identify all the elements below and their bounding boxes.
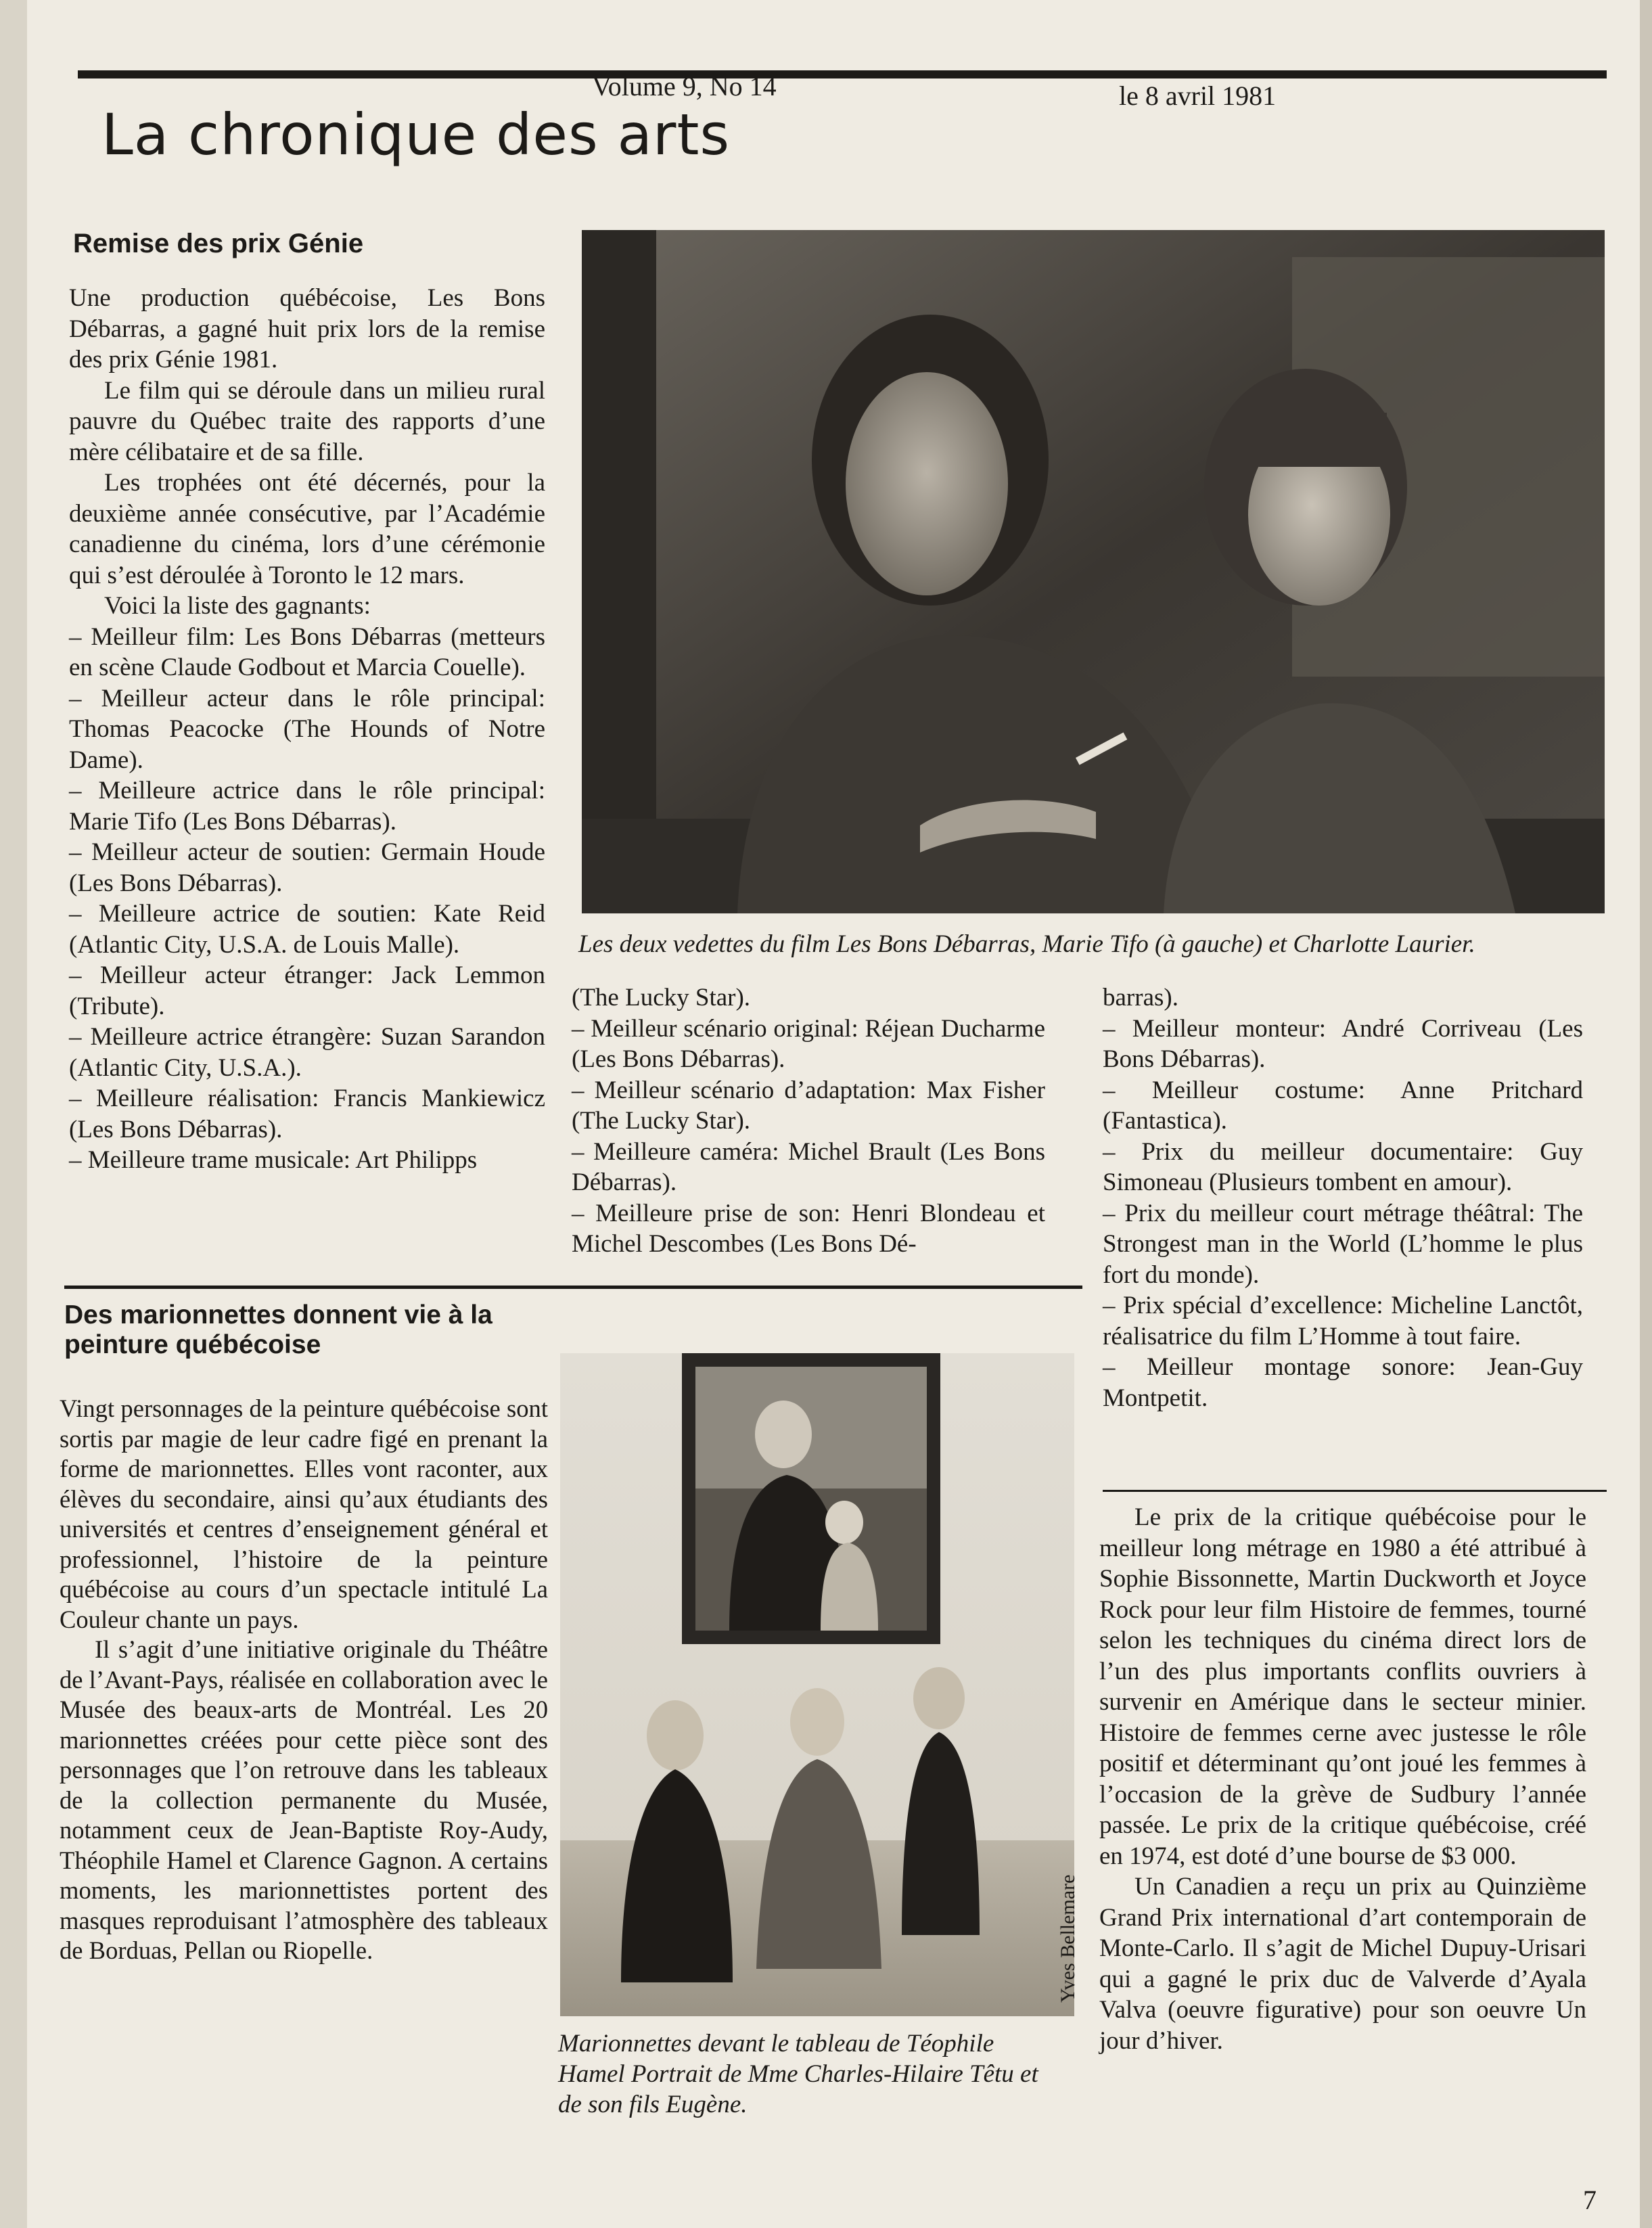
genie-column-1	[69, 283, 545, 1176]
genie-title: Remise des prix Génie	[73, 229, 364, 258]
winner-item: – Meilleure caméra: Michel Brault (Les Bons Débarras).	[572, 1137, 1045, 1196]
winner-item: – Meilleur costume: Anne Pritchard (Fantastica).	[1103, 1076, 1583, 1135]
marionettes-caption: Marionnettes devant le tableau de Téophile Hamel Portrait de Mme Charles-Hilaire Têtu et de son fils Eugène.	[558, 2030, 1038, 2118]
winner-item: – Meilleure trame musicale: Art Philipps	[69, 1146, 478, 1174]
magazine-page	[27, 0, 1652, 2228]
section-rule	[64, 1286, 1082, 1289]
genie-column-2	[572, 982, 1045, 1260]
winner-item: – Meilleure actrice de soutien: Kate Reid (Atlantic City, U.S.A. de Louis Malle).	[69, 900, 545, 959]
film-still-caption: Les deux vedettes du film Les Bons Débarras, Marie Tifo (à gauche) et Charlotte Laurier.	[578, 930, 1475, 958]
winner-item: – Meilleure réalisation: Francis Mankiewicz (Les Bons Débarras).	[69, 1085, 545, 1143]
genie-column-3	[1103, 982, 1583, 1413]
marionnettes-column	[60, 1394, 548, 1966]
genie-paragraph: Voici la liste des gagnants:	[104, 592, 371, 620]
winner-item: – Meilleur montage sonore: Jean-Guy Montpetit.	[1103, 1353, 1583, 1412]
marionettes-photo	[560, 1353, 1074, 2016]
film-still-image	[582, 230, 1605, 913]
critique-rule	[1103, 1490, 1607, 1492]
winner-item: – Prix spécial d’excellence: Micheline Lanctôt, réalisatrice du film L’Homme à tout faire.	[1103, 1292, 1583, 1350]
winner-item: – Meilleur scénario d’adaptation: Max Fisher (The Lucky Star).	[572, 1076, 1045, 1135]
masthead-title: La chronique des arts	[101, 101, 731, 168]
page-number: 7	[1583, 2185, 1597, 2215]
winner-item: – Meilleur monteur: André Corriveau (Les Bons Débarras).	[1103, 1014, 1583, 1073]
marionnettes-paragraph: Il s’agit d’une initiative originale du Théâtre de l’Avant-Pays, réalisée en collaboration avec le Musée des beaux-arts de Montréal. Les 20 marionnettes créées pour cette pièce sont des personnages que l’on retrouve dans les tableaux de la collection permanente du Musée, notamment ceux de Jean-Baptiste Roy-Audy, Théophile Hamel et Clarence Gagnon. A certains moments, les marionnettistes portent des masques reproduisant l’atmosphère des tableaux de Borduas, Pellan ou Riopelle.	[60, 1635, 548, 1964]
winner-item: – Meilleure prise de son: Henri Blondeau et Michel Descombes (Les Bons Dé-	[572, 1199, 1045, 1258]
marionettes-image	[560, 1353, 1074, 2016]
winner-item: – Meilleur scénario original: Réjean Ducharme (Les Bons Débarras).	[572, 1014, 1045, 1073]
genie-paragraph: Une production québécoise, Les Bons Débarras, a gagné huit prix lors de la remise des prix Génie 1981.	[69, 284, 545, 373]
critique-paragraph: Un Canadien a reçu un prix au Quinzième Grand Prix international d’art contemporain de Monte-Carlo. Il s’agit de Michel Dupuy-Urisari qui a gagné le prix duc de Valverde d’Ayala Valva (oeuvre figurative) pour son oeuvre Un jour d’hiver.	[1099, 1873, 1586, 2055]
issue-date: le 8 avril 1981	[1119, 81, 1277, 111]
binding-gutter-left	[0, 0, 28, 2228]
winner-item: barras).	[1103, 984, 1178, 1011]
winner-item: – Prix du meilleur documentaire: Guy Simoneau (Plusieurs tombent en amour).	[1103, 1137, 1583, 1196]
winner-item: – Meilleure actrice étrangère: Suzan Sarandon (Atlantic City, U.S.A.).	[69, 1023, 545, 1082]
binding-edge-right	[1640, 0, 1652, 2228]
winner-item: – Meilleur acteur dans le rôle principal: Thomas Peacocke (The Hounds of Notre Dame).	[69, 684, 545, 774]
winner-item: – Meilleur acteur de soutien: Germain Houde (Les Bons Débarras).	[69, 838, 545, 897]
winner-item: – Meilleur acteur étranger: Jack Lemmon (Tribute).	[69, 961, 545, 1020]
marionnettes-paragraph: Vingt personnages de la peinture québécoise sont sortis par magie de leur cadre figé en prenant la forme de marionnettes. Elles vont raconter, aux élèves du secondaire, ainsi qu’aux étudiants des universités et centres d’enseignement général et professionnel, l’histoire de la peinture québécoise au cours d’un spectacle intitulé La Couleur chante un pays.	[60, 1394, 548, 1633]
volume-number: Volume 9, No 14	[592, 71, 777, 101]
film-still-photo	[582, 230, 1605, 913]
winner-item: – Prix du meilleur court métrage théâtral: The Strongest man in the World (L’homme le plus fort du monde).	[1103, 1199, 1583, 1289]
winner-item: – Meilleure actrice dans le rôle principal: Marie Tifo (Les Bons Débarras).	[69, 777, 545, 836]
marionnettes-title: Des marionnettes donnent vie à la peinture québécoise	[64, 1300, 492, 1359]
winner-item: (The Lucky Star).	[572, 984, 751, 1011]
photo-credit: Yves Bellemare	[1057, 1874, 1079, 2003]
genie-paragraph: Les trophées ont été décernés, pour la deuxième année consécutive, par l’Académie canadienne du cinéma, lors d’une cérémonie qui s’est déroulée à Toronto le 12 mars.	[69, 469, 545, 589]
genie-paragraph: Le film qui se déroule dans un milieu rural pauvre du Québec traite des rapports d’une mère célibataire et de sa fille.	[69, 376, 545, 466]
winner-item: – Meilleur film: Les Bons Débarras (metteurs en scène Claude Godbout et Marcia Couelle).	[69, 622, 545, 681]
critique-column	[1099, 1502, 1586, 2056]
top-rule	[78, 70, 1607, 78]
critique-paragraph: Le prix de la critique québécoise pour le meilleur long métrage en 1980 a été attribué à Sophie Bissonnette, Martin Duckworth et Joyce Rock pour leur film Histoire de femmes, tourné selon les techniques du cinéma direct lors de l’un des plus importants conflits ouvriers à survenir en Amérique dans le secteur minier. Histoire de femmes cerne avec justesse le rôle positif et déterminant qu’ont joué les femmes à l’occasion de la grève de Sudbury l’année passée. Le prix de la critique québécoise, créé en 1974, est doté d’une bourse de $3 000.	[1099, 1503, 1586, 1870]
